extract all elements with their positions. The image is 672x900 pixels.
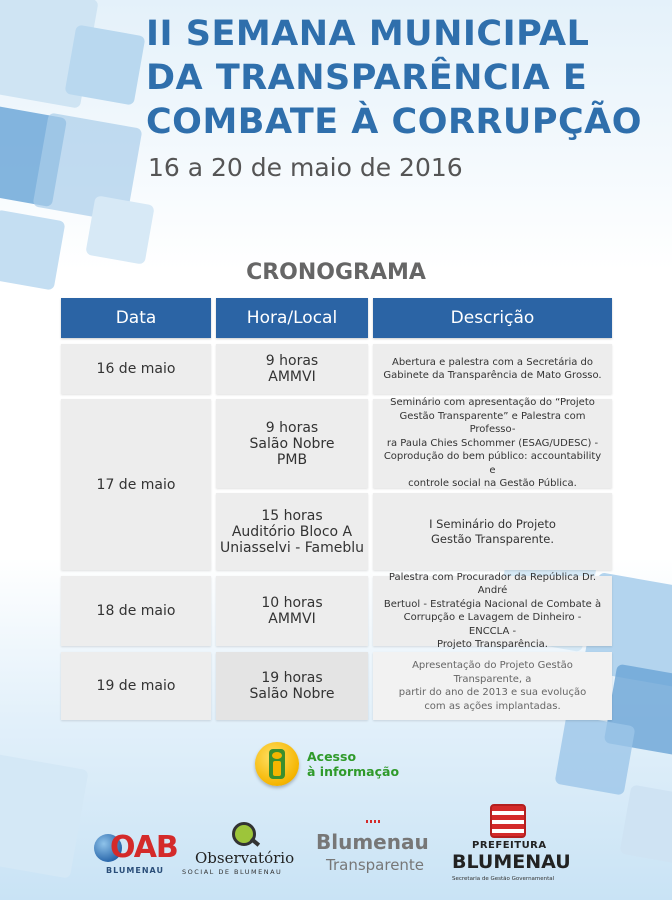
info-i-icon <box>255 742 299 786</box>
hour-location-cell: 9 horas AMMVI <box>216 344 368 394</box>
description-line: partir do ano de 2013 e sua evolução <box>398 687 587 698</box>
hour-location-cell: 15 horas Auditório Bloco A Uniasselvi - Fameblu <box>216 493 368 570</box>
prefeitura-line-2: BLUMENAU <box>452 851 571 873</box>
description-cell <box>373 652 612 720</box>
description-line: Coprodução do bem público: accountability e <box>383 451 602 476</box>
event-date-range: 16 a 20 de maio de 2016 <box>148 153 463 182</box>
title-line-1: II SEMANA MUNICIPAL <box>146 14 590 54</box>
description-cell <box>373 399 612 488</box>
header-date: Data <box>61 298 211 338</box>
description-line: controle social na Gestão Pública. <box>408 478 577 490</box>
description-line: Projeto Transparência. <box>437 639 548 650</box>
header-hour-location: Hora/Local <box>216 298 368 338</box>
coat-of-arms-icon <box>490 804 526 838</box>
observatorio-social-logo <box>180 822 305 882</box>
description-line: Corrupção e Lavagem de Dinheiro - ENCCLA - <box>403 612 582 637</box>
prefeitura-line-1: PREFEITURA <box>472 840 547 851</box>
title-line-2: DA TRANSPARÊNCIA E <box>146 58 588 98</box>
prefeitura-sub: Secretaria de Gestão Governamental <box>452 876 555 882</box>
description-line: Gestão Transparente. <box>430 531 555 546</box>
hour-location-cell: 19 horas Salão Nobre <box>216 652 368 720</box>
description-line: Gestão Transparente” e Palestra com Professo- <box>399 410 586 436</box>
dots-icon <box>366 820 382 823</box>
description-cell <box>373 571 612 650</box>
hour-location-cell: 10 horas AMMVI <box>216 576 368 646</box>
date-cell-19-may: 19 de maio <box>61 652 211 720</box>
oab-blumenau-logo <box>92 828 178 878</box>
prefeitura-blumenau-logo <box>446 802 572 892</box>
description-line: Gabinete da Transparência de Mato Grosso. <box>383 370 602 381</box>
date-cell-18-may: 18 de maio <box>61 576 211 646</box>
magnifier-handle <box>250 837 260 846</box>
description-cell <box>373 493 612 570</box>
date-cell-17-may: 17 de maio <box>61 399 211 570</box>
blumenau-transparente-logo <box>316 818 434 878</box>
access-line-1: Acesso <box>307 749 357 764</box>
title-line-3: COMBATE À CORRUPÇÃO <box>146 102 642 142</box>
blumenau-transparente-name: Blumenau <box>316 830 429 854</box>
blumenau-transparente-sub: Transparente <box>326 856 425 874</box>
description-line: I Seminário do Projeto <box>429 516 556 531</box>
description-line: Apresentação do Projeto Gestão Transparente, a <box>412 660 573 685</box>
description-line: Abertura e palestra com a Secretária do <box>391 356 593 368</box>
date-cell-16-may: 16 de maio <box>61 344 211 394</box>
section-title: CRONOGRAMA <box>246 260 426 285</box>
hour-location-cell: 9 horas Salão Nobre PMB <box>216 399 368 488</box>
observatorio-name: Observatório <box>195 849 295 867</box>
description-line: ra Paula Chies Schommer (ESAG/UDESC) - <box>386 437 599 449</box>
header-description: Descrição <box>373 298 612 338</box>
access-information-badge <box>255 742 399 786</box>
observatorio-sub: SOCIAL DE BLUMENAU <box>182 868 283 876</box>
description-line: com as ações implantadas. <box>424 700 561 712</box>
description-cell <box>373 344 612 394</box>
event-title <box>146 12 642 144</box>
access-information-text <box>307 749 399 779</box>
description-line: Palestra com Procurador da República Dr. André <box>388 571 597 596</box>
access-line-2: à informação <box>307 764 400 779</box>
oab-mark: OAB <box>110 830 178 865</box>
description-line: Bertuol - Estratégia Nacional de Combate à <box>383 598 602 610</box>
description-line: Seminário com apresentação do “Projeto <box>390 397 595 409</box>
oab-sub: BLUMENAU <box>106 866 164 875</box>
